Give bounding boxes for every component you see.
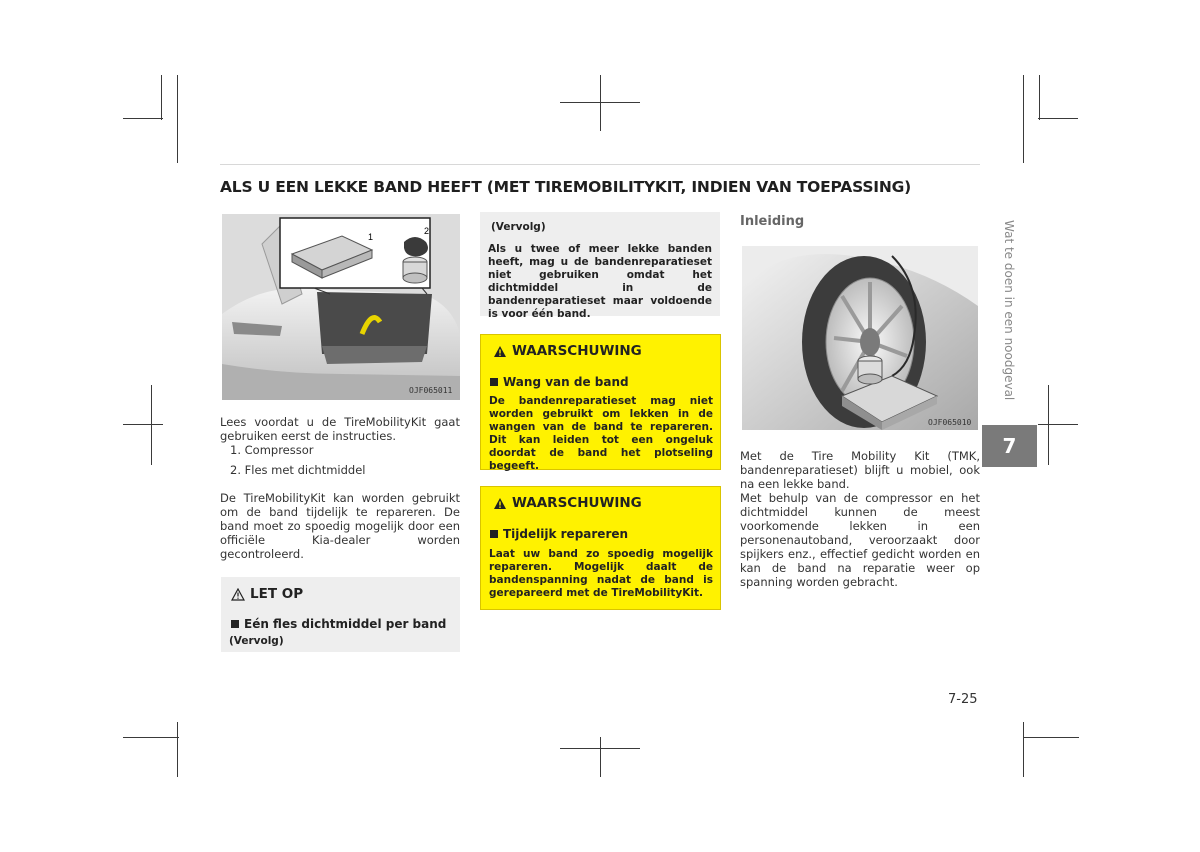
caution-continued: (Vervolg) — [229, 635, 284, 647]
inleiding-paragraph-2: Met behulp van de compressor en het dichtmiddel kunnen de meest voorkomende lekken in een personenautoband, veroorzaakt door spijkers enz., effectief gedicht worden en kan de band na reparatie weer op spanning worden gebracht. — [740, 491, 980, 589]
crop-mark — [600, 75, 601, 131]
crop-mark — [600, 737, 601, 777]
warning-subtitle: Tijdelijk repareren — [503, 527, 629, 541]
crop-mark — [560, 748, 640, 749]
inleiding-text-block — [740, 449, 980, 589]
caution-box — [221, 577, 460, 652]
crop-mark — [560, 102, 640, 103]
warning-header — [493, 495, 642, 511]
list-item: 2. Fles met dichtmiddel — [230, 463, 366, 477]
warning-subtitle: Wang van de band — [503, 375, 629, 389]
page-number: 7-25 — [948, 692, 978, 707]
crop-mark — [1038, 424, 1078, 425]
tire-repair-illustration — [742, 246, 978, 430]
warning-box — [480, 334, 721, 470]
crop-mark — [151, 385, 152, 465]
header-rule — [220, 164, 980, 165]
figure-code: OJF065010 — [928, 418, 972, 427]
crop-mark — [177, 722, 178, 777]
inleiding-paragraph-1: Met de Tire Mobility Kit (TMK, bandenreparatieset) blijft u mobiel, ook na een lekke band. — [740, 449, 980, 491]
callout-2: 2 — [424, 226, 430, 236]
caution-subheader — [231, 617, 446, 631]
warning-triangle-icon — [493, 345, 507, 358]
warning-box — [480, 486, 721, 610]
warning-text: Laat uw band zo spoedig mogelijk repareren. Mogelijk daalt de bandenspanning nadat de band is gerepareerd met de TireMobilityKit. — [489, 548, 713, 599]
caution-subtitle: Eén fles dichtmiddel per band — [244, 617, 447, 631]
intro-text-block — [220, 415, 460, 561]
warning-triangle-icon — [493, 497, 507, 510]
crop-mark — [1038, 118, 1078, 119]
intro-paragraph: De TireMobilityKit kan worden gebruikt om de band tijdelijk te repareren. De band moet zo spoedig mogelijk door een officiële Kia-dealer worden gecontroleerd. — [220, 491, 460, 561]
tire-repair-drawing — [742, 246, 978, 430]
warning-title: WAARSCHUWING — [512, 343, 642, 359]
page-title: ALS U EEN LEKKE BAND HEEFT (MET TIREMOBILITYKIT, INDIEN VAN TOEPASSING) — [220, 178, 912, 196]
crop-mark — [177, 75, 178, 163]
crop-mark — [1023, 737, 1079, 738]
crop-mark — [123, 424, 163, 425]
callout-1: 1 — [368, 232, 374, 242]
chapter-side-label: Wat te doen in een noodgeval — [1002, 220, 1016, 401]
caution-triangle-icon — [231, 588, 245, 601]
crop-mark — [1048, 385, 1049, 465]
continued-label: (Vervolg) — [491, 221, 546, 233]
trunk-kit-illustration — [222, 214, 460, 400]
crop-mark — [123, 737, 179, 738]
crop-mark — [1039, 75, 1040, 120]
warning-header — [493, 343, 642, 359]
bullet-square-icon — [490, 530, 498, 538]
crop-mark — [123, 118, 163, 119]
figure-code: OJF065011 — [409, 386, 453, 395]
caution-title: LET OP — [250, 586, 304, 602]
caution-header — [231, 586, 303, 602]
continued-box — [480, 212, 720, 320]
intro-text: Lees voordat u de TireMobilityKit gaat gebruiken eerst de instructies. — [220, 415, 460, 443]
warning-subheader — [490, 527, 628, 541]
continued-text: Als u twee of meer lekke banden heeft, mag u de bandenreparatieset niet gebruiken omdat het dichtmiddel in de bandenreparatieset maar voldoende is voor één band. — [488, 243, 712, 320]
section-heading: Inleiding — [740, 214, 805, 229]
warning-title: WAARSCHUWING — [512, 495, 642, 511]
warning-text: De bandenreparatieset mag niet worden gebruikt om lekken in de wangen van de band te repareren. Dit kan leiden tot een ongeluk doordat de band het plotseling begeeft. — [489, 395, 713, 472]
bullet-square-icon — [490, 378, 498, 386]
trunk-kit-drawing — [222, 214, 460, 400]
chapter-tab: 7 — [982, 425, 1037, 467]
warning-subheader — [490, 375, 629, 389]
crop-mark — [1023, 722, 1024, 777]
crop-mark — [1023, 75, 1024, 163]
list-item: 1. Compressor — [230, 443, 314, 457]
bullet-square-icon — [231, 620, 239, 628]
crop-mark — [161, 75, 162, 120]
